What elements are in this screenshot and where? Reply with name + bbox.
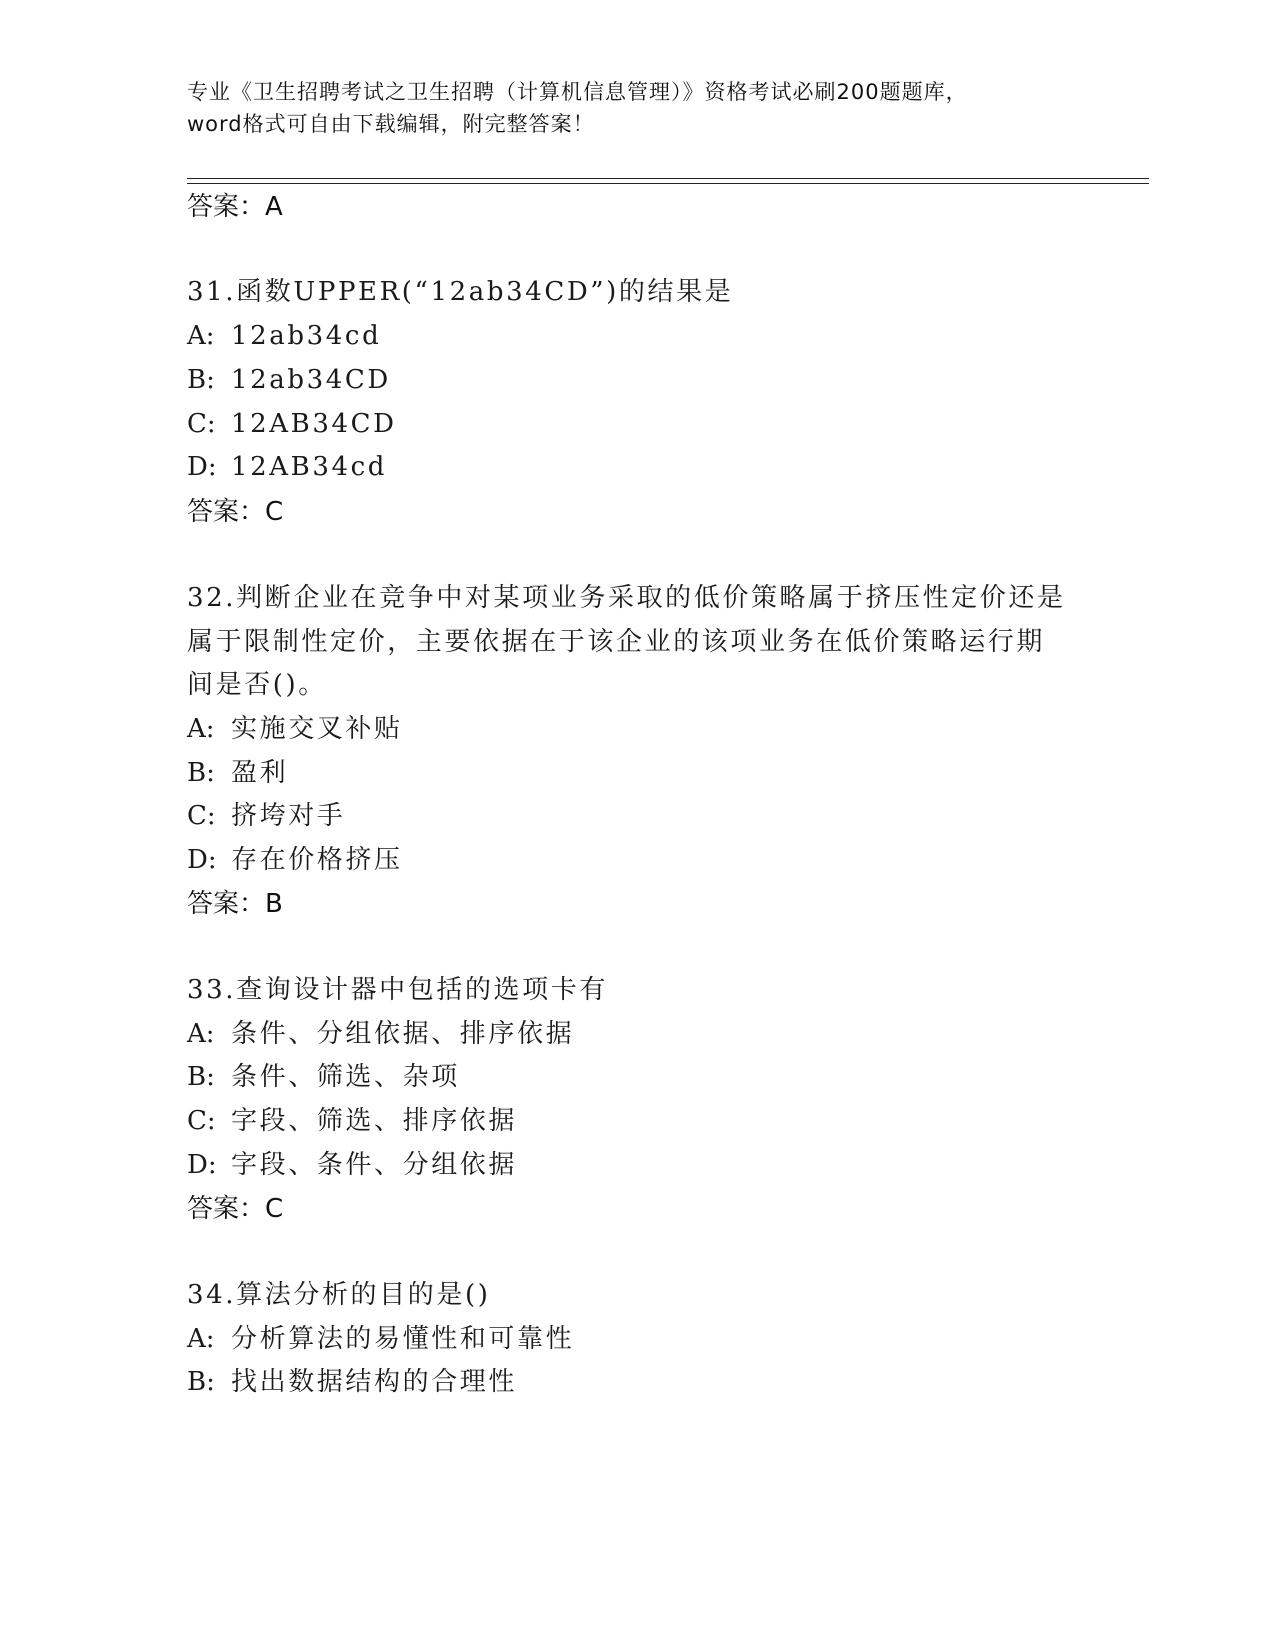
question-32-option-c [187, 799, 345, 833]
question-31-option-d [187, 450, 387, 484]
option-text: 12ab34cd [231, 321, 382, 351]
question-31-option-c [187, 407, 397, 441]
question-33-option-d [187, 1148, 517, 1182]
document-header [187, 76, 1087, 140]
option-label: A: [187, 714, 215, 744]
option-label: D: [187, 1150, 217, 1180]
question-33-option-a [187, 1017, 574, 1051]
option-text: 条件、筛选、杂项 [231, 1062, 460, 1092]
question-34-option-b [187, 1365, 517, 1399]
option-label: C: [187, 801, 216, 831]
option-label: B: [187, 1367, 215, 1397]
question-31-option-b [187, 363, 391, 397]
answer-prev: 答案：A [187, 192, 283, 222]
option-text: 字段、条件、分组依据 [231, 1150, 518, 1180]
option-text: 找出数据结构的合理性 [231, 1367, 518, 1397]
question-32-answer: 答案：B [187, 889, 283, 919]
header-line-1: 专业《卫生招聘考试之卫生招聘（计算机信息管理）》资格考试必刷200题题库， [187, 80, 968, 104]
option-text: 字段、筛选、排序依据 [231, 1106, 518, 1136]
option-text: 挤垮对手 [231, 801, 346, 831]
header-divider [187, 178, 1149, 184]
question-33-option-c [187, 1104, 517, 1138]
option-label: D: [187, 845, 217, 875]
question-31-option-a [187, 319, 381, 353]
option-label: A: [187, 321, 215, 351]
option-label: D: [187, 452, 217, 482]
option-label: A: [187, 1019, 215, 1049]
option-text: 盈利 [231, 758, 289, 788]
question-34-option-a [187, 1322, 574, 1356]
option-text: 存在价格挤压 [231, 845, 403, 875]
option-text: 实施交叉补贴 [231, 714, 403, 744]
option-label: B: [187, 1062, 215, 1092]
question-34-text: 34.算法分析的目的是() [187, 1280, 491, 1310]
question-31-answer: 答案：C [187, 497, 284, 527]
option-text: 12AB34CD [231, 409, 397, 439]
question-33-answer: 答案：C [187, 1194, 284, 1224]
option-label: A: [187, 1324, 215, 1354]
header-line-2: word格式可自由下载编辑，附完整答案！ [187, 112, 595, 136]
question-32-option-b [187, 756, 288, 790]
option-text: 分析算法的易懂性和可靠性 [231, 1324, 575, 1354]
option-label: B: [187, 758, 215, 788]
question-33-text: 33.查询设计器中包括的选项卡有 [187, 975, 608, 1005]
question-32-option-d [187, 843, 403, 877]
option-label: C: [187, 1106, 216, 1136]
option-label: C: [187, 409, 216, 439]
question-32-text-line-2: 属于限制性定价，主要依据在于该企业的该项业务在低价策略运行期 [187, 627, 1046, 657]
question-32-text-line-3: 间是否()。 [187, 670, 327, 700]
option-text: 12ab34CD [231, 365, 391, 395]
option-label: B: [187, 365, 215, 395]
question-32-text-line-1: 32.判断企业在竞争中对某项业务采取的低价策略属于挤压性定价还是 [187, 583, 1066, 613]
question-31-text: 31.函数UPPER(“12ab34CD”)的结果是 [187, 277, 734, 307]
option-text: 12AB34cd [231, 452, 388, 482]
question-32-option-a [187, 712, 403, 746]
option-text: 条件、分组依据、排序依据 [231, 1019, 575, 1049]
question-33-option-b [187, 1060, 460, 1094]
